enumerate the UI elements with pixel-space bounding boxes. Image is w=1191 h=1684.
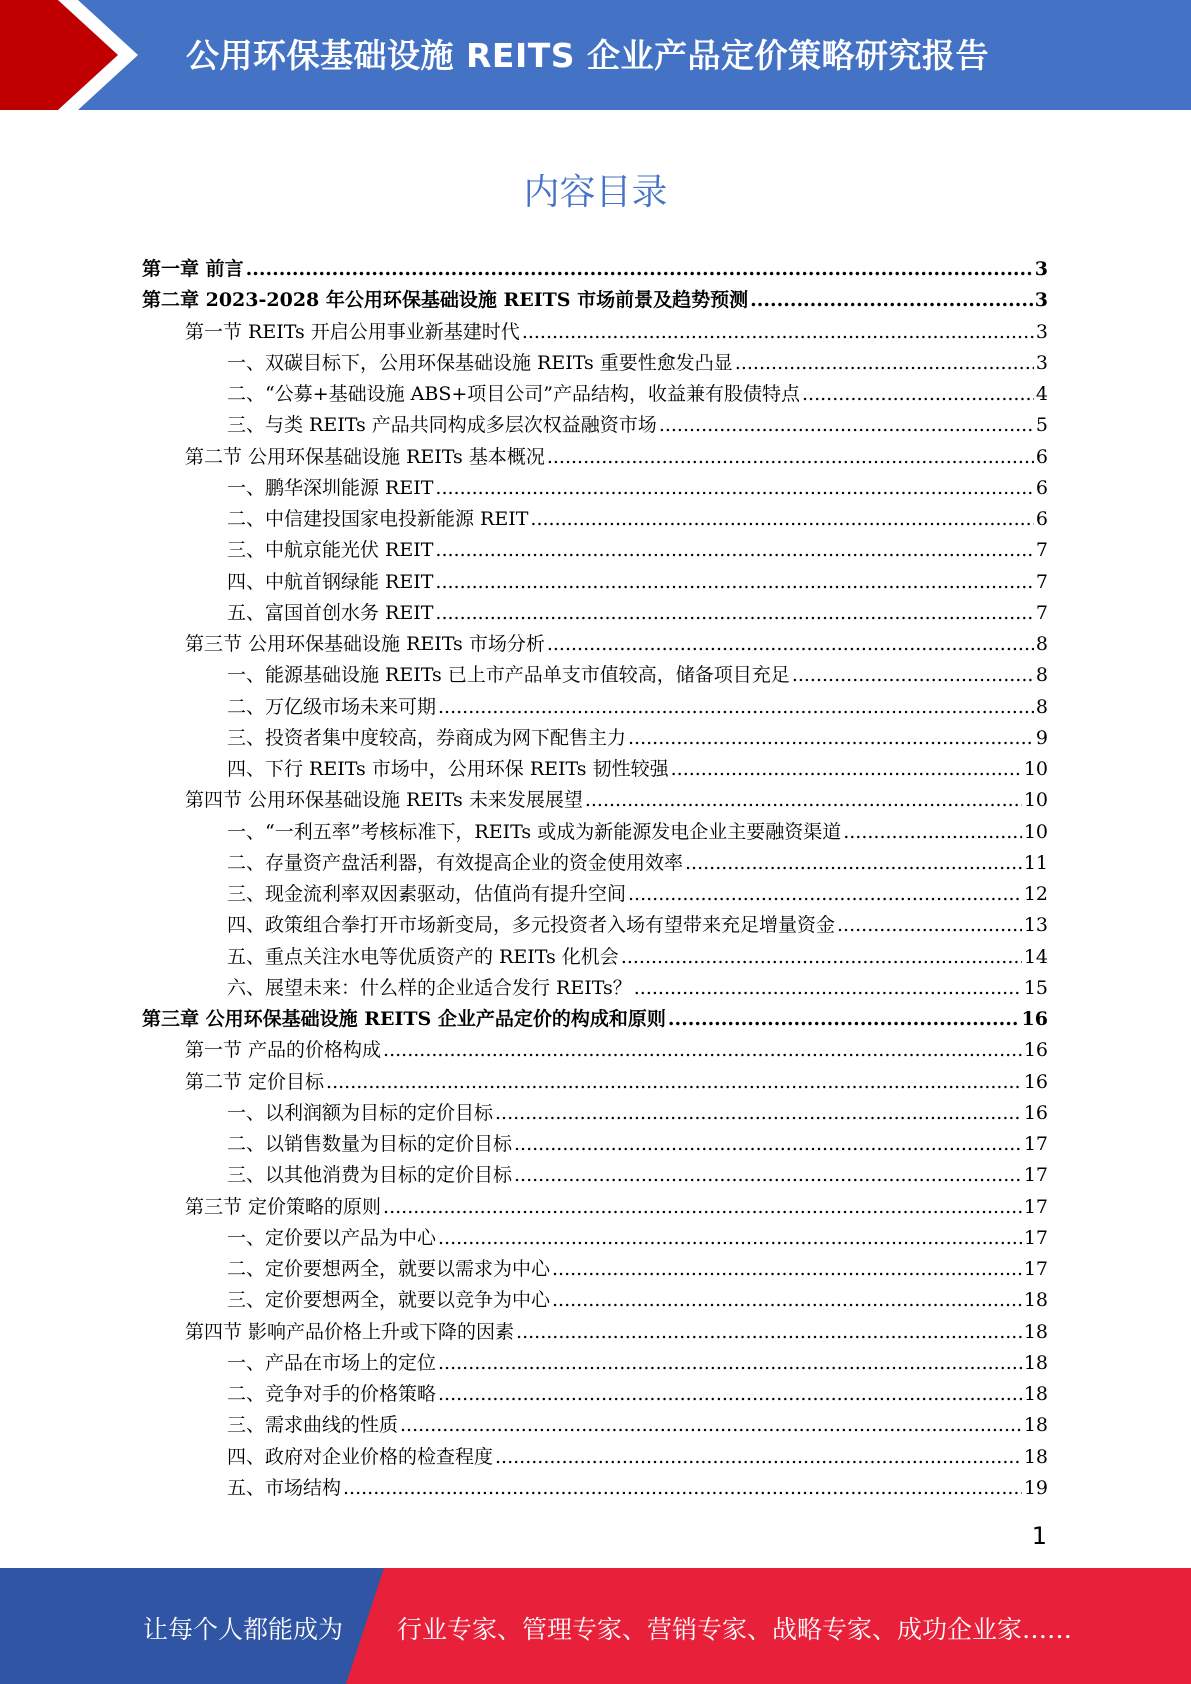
toc-entry-label: 三、与类 REITs 产品共同构成多层次权益融资市场 bbox=[227, 414, 657, 437]
toc-entry-page: 3 bbox=[1034, 289, 1048, 312]
toc-leader-dots bbox=[383, 1192, 1022, 1223]
toc-leader-dots bbox=[659, 410, 1034, 441]
toc-entry-page: 18 bbox=[1023, 1445, 1048, 1468]
toc-entry[interactable] bbox=[227, 1254, 1048, 1285]
toc-entry-label: 三、以其他消费为目标的定价目标 bbox=[227, 1164, 513, 1187]
toc-entry[interactable] bbox=[227, 598, 1048, 629]
toc-entry[interactable] bbox=[227, 410, 1048, 441]
toc-entry-page: 16 bbox=[1023, 1101, 1048, 1124]
toc-entry[interactable] bbox=[227, 848, 1048, 879]
toc-entry-page: 17 bbox=[1023, 1164, 1048, 1187]
toc-entry-label: 四、政策组合拳打开市场新变局，多元投资者入场有望带来充足增量资金 bbox=[227, 914, 836, 937]
toc-leader-dots bbox=[671, 754, 1022, 785]
toc-entry-label: 一、“一利五率”考核标准下，REITs 或成为新能源发电企业主要融资渠道 bbox=[227, 820, 842, 843]
toc-entry-page: 18 bbox=[1023, 1320, 1048, 1343]
toc-entry-page: 8 bbox=[1035, 633, 1048, 655]
toc-leader-dots bbox=[435, 567, 1034, 598]
toc-entry-label: 二、存量资产盘活利器，有效提高企业的资金使用效率 bbox=[227, 851, 684, 874]
toc-leader-dots bbox=[792, 660, 1034, 691]
toc-entry[interactable] bbox=[227, 1223, 1048, 1254]
toc-entry-label: 第二节 定价目标 bbox=[185, 1070, 325, 1093]
toc-leader-dots bbox=[514, 1129, 1022, 1160]
toc-entry-page: 6 bbox=[1035, 476, 1048, 499]
toc-entry-page: 7 bbox=[1035, 601, 1048, 624]
toc-entry-label: 第二章 2023-2028 年公用环保基础设施 REITS 市场前景及趋势预测 bbox=[142, 289, 749, 312]
toc-entry[interactable] bbox=[227, 723, 1048, 754]
toc-entry[interactable] bbox=[185, 785, 1048, 816]
footer-slogan-left: 让每个人都能成为 bbox=[143, 1615, 344, 1644]
toc-leader-dots bbox=[837, 910, 1022, 941]
toc-entry-label: 第一节 REITs 开启公用事业新基建时代 bbox=[185, 320, 520, 343]
toc-leader-dots bbox=[735, 348, 1034, 379]
toc-entry-label: 四、中航首钢绿能 REIT bbox=[227, 570, 434, 593]
toc-entry[interactable] bbox=[227, 692, 1048, 723]
toc-entry[interactable] bbox=[227, 942, 1048, 973]
toc-leader-dots bbox=[326, 1067, 1022, 1098]
toc-entry[interactable] bbox=[227, 1473, 1048, 1504]
toc-entry-page: 16 bbox=[1021, 1008, 1048, 1030]
toc-entry-page: 7 bbox=[1035, 570, 1048, 593]
toc-entry-label: 一、能源基础设施 REITs 已上市产品单支市值较高，储备项目充足 bbox=[227, 664, 790, 687]
toc-entry-page: 6 bbox=[1035, 508, 1048, 530]
toc-entry-page: 10 bbox=[1023, 789, 1048, 812]
toc-entry-page: 18 bbox=[1023, 1289, 1048, 1312]
toc-entry-page: 6 bbox=[1035, 445, 1048, 468]
toc-entry[interactable] bbox=[227, 504, 1048, 535]
toc-leader-dots bbox=[522, 317, 1034, 348]
toc-entry-page: 7 bbox=[1035, 539, 1048, 562]
toc-entry-page: 17 bbox=[1023, 1133, 1048, 1155]
toc-leader-dots bbox=[435, 598, 1034, 629]
toc-entry[interactable] bbox=[227, 1410, 1048, 1441]
toc-entry[interactable] bbox=[142, 1004, 1048, 1035]
toc-entry-label: 第四节 影响产品价格上升或下降的因素 bbox=[185, 1320, 515, 1343]
toc-entry-label: 三、现金流利率双因素驱动，估值尚有提升空间 bbox=[227, 883, 627, 905]
toc-entry-label: 六、展望未来：什么样的企业适合发行 REITs？ bbox=[227, 976, 632, 999]
toc-leader-dots bbox=[530, 504, 1034, 535]
toc-entry[interactable] bbox=[185, 442, 1048, 473]
toc-entry-label: 三、投资者集中度较高，券商成为网下配售主力 bbox=[227, 726, 627, 749]
toc-entry-label: 第四节 公用环保基础设施 REITs 未来发展展望 bbox=[185, 789, 583, 812]
toc-leader-dots bbox=[668, 1004, 1020, 1035]
toc-leader-dots bbox=[552, 1254, 1022, 1285]
toc-entry-page: 9 bbox=[1035, 726, 1048, 749]
toc-leader-dots bbox=[435, 535, 1034, 566]
toc-leader-dots bbox=[628, 879, 1022, 910]
toc-entry[interactable] bbox=[185, 317, 1048, 348]
toc-entry-label: 三、定价要想两全，就要以竞争为中心 bbox=[227, 1289, 551, 1312]
toc-entry[interactable] bbox=[227, 379, 1048, 410]
toc-leader-dots bbox=[621, 942, 1022, 973]
toc-entry-page: 16 bbox=[1023, 1039, 1048, 1062]
toc-entry-page: 3 bbox=[1034, 258, 1048, 280]
toc-entry-page: 18 bbox=[1023, 1383, 1048, 1405]
toc-leader-dots bbox=[435, 473, 1034, 504]
toc-entry-page: 8 bbox=[1035, 664, 1048, 687]
toc-entry[interactable] bbox=[227, 1098, 1048, 1129]
toc-entry[interactable] bbox=[227, 660, 1048, 691]
toc-entry[interactable] bbox=[227, 473, 1048, 504]
toc-entry-label: 第三章 公用环保基础设施 REITS 企业产品定价的构成和原则 bbox=[142, 1008, 666, 1030]
toc-leader-dots bbox=[438, 1348, 1022, 1379]
toc-entry[interactable] bbox=[142, 285, 1048, 316]
toc-leader-dots bbox=[383, 1035, 1022, 1066]
toc-leader-dots bbox=[516, 1317, 1022, 1348]
toc-entry-page: 3 bbox=[1035, 351, 1048, 374]
toc-entry-label: 五、重点关注水电等优质资产的 REITs 化机会 bbox=[227, 945, 619, 968]
toc-entry-label: 二、万亿级市场未来可期 bbox=[227, 695, 437, 718]
toc-entry[interactable] bbox=[185, 1317, 1048, 1348]
toc-leader-dots bbox=[750, 285, 1033, 316]
toc-entry-label: 二、以销售数量为目标的定价目标 bbox=[227, 1133, 513, 1155]
page-number: 1 bbox=[1031, 1522, 1047, 1550]
toc-entry[interactable] bbox=[227, 910, 1048, 941]
toc-entry[interactable] bbox=[142, 254, 1048, 285]
toc-leader-dots bbox=[634, 973, 1022, 1004]
toc-leader-dots bbox=[547, 629, 1034, 660]
toc-entry[interactable] bbox=[227, 1160, 1048, 1191]
toc-entry[interactable] bbox=[227, 1285, 1048, 1316]
toc-entry-label: 二、竞争对手的价格策略 bbox=[227, 1383, 437, 1405]
toc-entry-label: 一、产品在市场上的定位 bbox=[227, 1351, 437, 1374]
toc-entry-page: 19 bbox=[1023, 1476, 1048, 1499]
toc-entry-page: 16 bbox=[1023, 1070, 1048, 1093]
toc-leader-dots bbox=[514, 1160, 1022, 1191]
toc-entry-page: 14 bbox=[1023, 945, 1048, 968]
toc-leader-dots bbox=[438, 1223, 1022, 1254]
toc-entry-page: 3 bbox=[1035, 320, 1048, 343]
toc-entry[interactable] bbox=[227, 567, 1048, 598]
toc-entry[interactable] bbox=[227, 1442, 1048, 1473]
toc-entry-page: 13 bbox=[1023, 914, 1048, 937]
header-arrow-decoration bbox=[0, 0, 160, 110]
toc-leader-dots bbox=[438, 1379, 1022, 1410]
toc-entry[interactable] bbox=[185, 1192, 1048, 1223]
toc-entry[interactable] bbox=[227, 348, 1048, 379]
toc-entry[interactable] bbox=[227, 1348, 1048, 1379]
toc-entry[interactable] bbox=[185, 629, 1048, 660]
toc-entry[interactable] bbox=[227, 1379, 1048, 1410]
toc-entry-label: 三、需求曲线的性质 bbox=[227, 1414, 399, 1437]
toc-heading: 内容目录 bbox=[523, 172, 668, 213]
toc-leader-dots bbox=[400, 1410, 1022, 1441]
toc-entry[interactable] bbox=[227, 1129, 1048, 1160]
report-header bbox=[0, 0, 1191, 110]
toc-entry-page: 12 bbox=[1023, 883, 1048, 905]
footer-slogan-right: 行业专家、管理专家、营销专家、战略专家、成功企业家…… bbox=[397, 1615, 1073, 1644]
toc-entry[interactable] bbox=[227, 535, 1048, 566]
page-footer bbox=[0, 1568, 1191, 1684]
toc-entry-label: 一、定价要以产品为中心 bbox=[227, 1226, 437, 1249]
toc-entry-page: 5 bbox=[1035, 414, 1048, 437]
toc-entry[interactable] bbox=[227, 973, 1048, 1004]
toc-leader-dots bbox=[585, 785, 1022, 816]
toc-entry[interactable] bbox=[227, 879, 1048, 910]
toc-leader-dots bbox=[246, 254, 1033, 285]
toc-leader-dots bbox=[438, 692, 1034, 723]
toc-leader-dots bbox=[547, 442, 1034, 473]
toc-entry-page: 8 bbox=[1035, 695, 1048, 718]
toc-entry-label: 一、鹏华深圳能源 REIT bbox=[227, 476, 434, 499]
toc-entry[interactable] bbox=[185, 1067, 1048, 1098]
toc-entry-page: 17 bbox=[1023, 1258, 1048, 1280]
toc-leader-dots bbox=[802, 379, 1034, 410]
toc-entry-label: 第一章 前言 bbox=[142, 258, 244, 280]
toc-entry-label: 二、定价要想两全，就要以需求为中心 bbox=[227, 1258, 551, 1280]
toc-entry-page: 17 bbox=[1023, 1226, 1048, 1249]
toc-entry-page: 18 bbox=[1023, 1414, 1048, 1437]
toc-entry-label: 第一节 产品的价格构成 bbox=[185, 1039, 382, 1062]
toc-entry-label: 四、政府对企业价格的检查程度 bbox=[227, 1445, 494, 1468]
toc-entry[interactable] bbox=[227, 754, 1048, 785]
toc-entry-label: 第三节 定价策略的原则 bbox=[185, 1195, 382, 1218]
toc-leader-dots bbox=[843, 817, 1022, 848]
toc-entry-label: 第二节 公用环保基础设施 REITs 基本概况 bbox=[185, 445, 545, 468]
toc-leader-dots bbox=[343, 1473, 1022, 1504]
toc-leader-dots bbox=[628, 723, 1034, 754]
toc-entry-label: 二、“公募+基础设施 ABS+项目公司”产品结构，收益兼有股债特点 bbox=[227, 383, 801, 405]
report-title: 公用环保基础设施 REITS 企业产品定价策略研究报告 bbox=[186, 36, 989, 75]
toc-entry-page: 18 bbox=[1023, 1351, 1048, 1374]
toc-entry-page: 4 bbox=[1035, 383, 1048, 405]
toc-entry-label: 第三节 公用环保基础设施 REITs 市场分析 bbox=[185, 633, 545, 655]
toc-entry-label: 三、中航京能光伏 REIT bbox=[227, 539, 434, 562]
toc-entry-label: 五、市场结构 bbox=[227, 1476, 342, 1499]
toc-entry-label: 五、富国首创水务 REIT bbox=[227, 601, 434, 624]
toc-entry-label: 二、中信建投国家电投新能源 REIT bbox=[227, 508, 529, 530]
toc-entry-page: 11 bbox=[1023, 851, 1048, 874]
toc-entry-page: 17 bbox=[1023, 1195, 1048, 1218]
toc-entry[interactable] bbox=[227, 817, 1048, 848]
toc-entry-page: 10 bbox=[1023, 820, 1048, 843]
toc-entry-page: 15 bbox=[1023, 976, 1048, 999]
toc-leader-dots bbox=[495, 1442, 1022, 1473]
toc-leader-dots bbox=[685, 848, 1022, 879]
toc-leader-dots bbox=[495, 1098, 1022, 1129]
toc-entry-label: 四、下行 REITs 市场中，公用环保 REITs 韧性较强 bbox=[227, 758, 669, 780]
toc-entry[interactable] bbox=[185, 1035, 1048, 1066]
toc-entry-page: 10 bbox=[1023, 758, 1048, 780]
toc-leader-dots bbox=[552, 1285, 1022, 1316]
toc-entry-label: 一、双碳目标下，公用环保基础设施 REITs 重要性愈发凸显 bbox=[227, 351, 733, 374]
toc-entry-label: 一、以利润额为目标的定价目标 bbox=[227, 1101, 494, 1124]
